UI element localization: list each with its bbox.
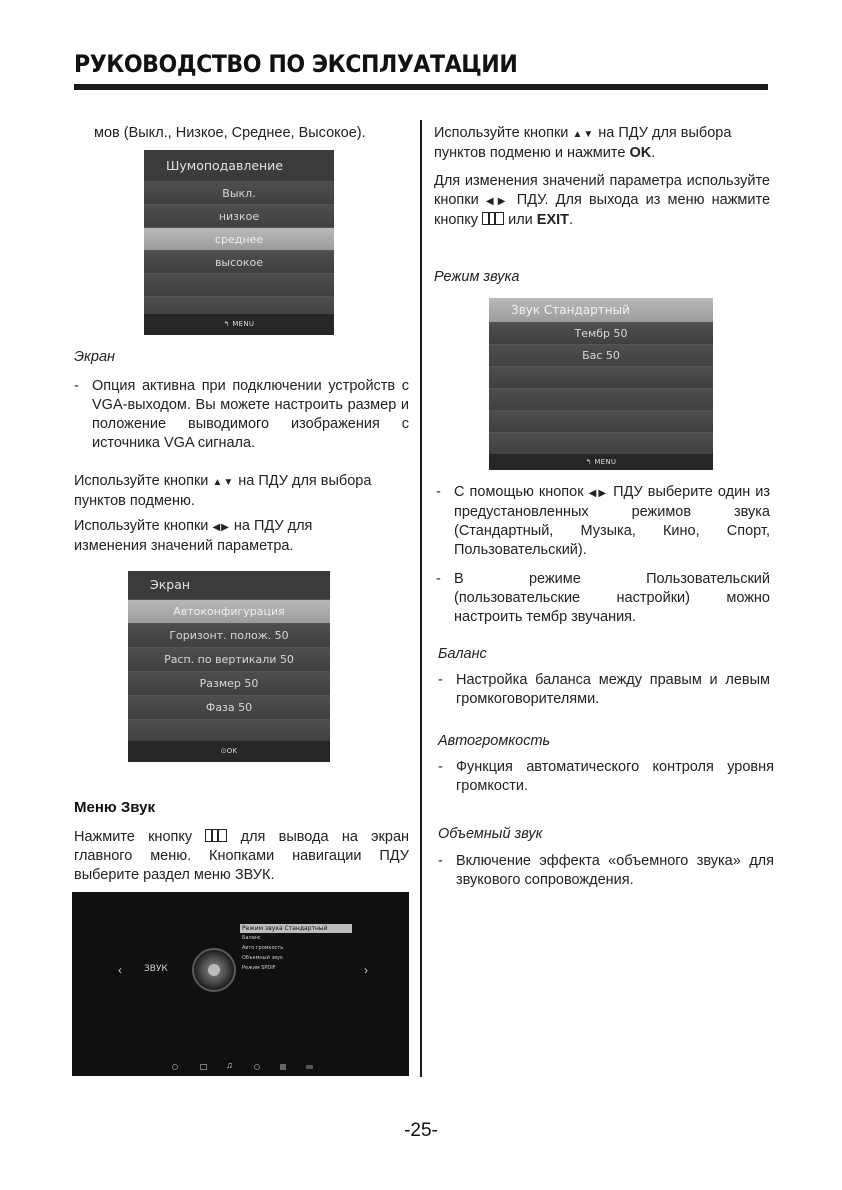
sound-menu-heading: Меню Звук [74,799,155,816]
bullet-dash: - [438,672,443,688]
column-divider [420,120,422,1077]
screen-para-1-b: на ПДУ для выбора пунктов подменю. [74,473,372,509]
right-para-2-or: или [508,212,533,228]
title-rule [74,84,768,90]
menu-button-icon [482,212,504,225]
screen-para-2 [74,517,374,556]
bullet-dash: - [436,571,441,587]
setup-icon [306,1065,313,1069]
prev-arrow-icon: ‹ [118,963,122,977]
autovolume-text: Функция автоматического контроля уровня громкости. [456,759,774,794]
noise-intro-text: мов (Выкл., Низкое, Среднее, Высокое). [94,125,366,141]
menu-button-icon [205,829,227,842]
main-menu-item: Авто громкость [242,945,284,951]
right-para-2-a: Для изменения значений параметра используйте кнопки [434,173,770,208]
screen-menu-footer: ⊙OK [128,741,330,762]
left-right-arrows-icon: ◀▶ [485,196,510,207]
screen-bullet-text: Опция активна при подключении устройств с VGA-выходом. Вы можете настроить размер и положение выводимого изображения с источника VGA сигнала. [92,378,409,451]
screen-menu-empty-row [128,719,330,741]
right-para-2-b: ПДУ. Для выхода из меню нажмите кнопку [434,192,771,228]
bullet-dash: - [74,378,79,394]
sound-mode-menu-title: Звук Стандартный [489,298,713,322]
right-para-2-end: . [569,212,574,228]
noise-menu-footer: ↰ MENU [144,314,334,335]
channel-icon [200,1064,207,1070]
sound-mode-bullet-1 [436,483,770,560]
next-arrow-icon: › [364,963,368,977]
exit-key-label: EXIT [536,212,570,228]
right-para-1-a: Используйте кнопки [434,125,569,141]
screen-menu-item: Расп. по вертикали 50 [128,647,330,671]
surround-text: Включение эффекта «объемного звука» для звукового сопровождения. [456,853,774,888]
noise-reduction-menu-image [144,150,334,335]
noise-menu-empty-row [144,273,334,296]
right-para-2 [434,172,770,230]
screen-bullet [74,377,409,453]
balance-heading: Баланс [438,646,487,662]
screen-menu-image [128,571,330,762]
screen-para-1-a: Используйте кнопки [74,473,209,489]
autovolume-bullet [438,758,774,796]
sound-mode-menu-item: Тембр 50 [489,322,713,344]
speaker-icon [192,948,236,992]
left-right-arrows-icon: ◀▶ [588,488,609,499]
sound-icon: ♫ [226,1060,233,1070]
sound-para-a: Нажмите кнопку [74,829,193,845]
main-menu-item: Баланс [242,935,261,941]
sound-mode-empty-row [489,388,713,410]
bullet-dash: - [438,759,443,775]
noise-menu-item: Выкл. [144,181,334,204]
picture-icon [172,1064,178,1070]
screen-menu-item: Горизонт. полож. 50 [128,623,330,647]
lock-icon [280,1064,286,1070]
noise-menu-item: высокое [144,250,334,273]
sound-para-b: для вывода на экран главного меню. Кнопками навигации ПДУ выберите раздел меню ЗВУК. [74,829,410,883]
noise-menu-item-selected: среднее [144,227,334,250]
main-menu-item: Объемный звук [242,955,284,961]
ok-key-label: OK [629,145,652,161]
right-para-1-end: . [651,145,656,161]
sound-mode-empty-row [489,432,713,454]
bullet-dash: - [438,853,443,869]
balance-bullet [438,671,770,709]
screen-para-2-a: Используйте кнопки [74,518,209,534]
up-down-arrows-icon: ▲▼ [212,477,235,488]
sound-menu-para [74,828,409,885]
screen-menu-item-selected: Автоконфигурация [128,599,330,623]
bullet-dash: - [436,484,441,500]
main-menu-category: ЗВУК [144,964,168,974]
autovolume-heading: Автогромкость [438,733,551,749]
page-number: -25- [404,1120,438,1141]
sound-mode-bullet-1-text [454,483,770,560]
screen-heading: Экран [74,349,116,365]
screen-menu-item: Размер 50 [128,671,330,695]
right-para-1-b: на ПДУ для выбора пунктов подменю и нажмите [434,125,732,161]
screen-menu-item: Фаза 50 [128,695,330,719]
main-menu-item-selected: Режим звука Стандартный [242,925,328,932]
time-icon [254,1064,260,1070]
bullet-1-b: ПДУ выберите один из предустановленных режимов звука (Стандартный, Музыка, Кино, Спорт, Пользовательский). [454,484,770,558]
sound-mode-bullet-2 [436,570,770,627]
surround-bullet [438,852,774,890]
bullet-1-a: С помощью кнопок [454,484,584,500]
right-para-1 [434,124,770,163]
sound-mode-empty-row [489,410,713,432]
sound-mode-bullet-2-text: В режиме Пользовательский (пользовательские настройки) можно настроить тембр звучания. [454,571,770,625]
sound-mode-menu-footer: ↰ MENU [489,454,713,470]
sound-mode-empty-row [489,366,713,388]
up-down-arrows-icon: ▲▼ [572,129,595,140]
page-title: РУКОВОДСТВО ПО ЭКСПЛУАТАЦИИ [74,50,518,78]
noise-menu-title: Шумоподавление [144,150,334,181]
balance-text: Настройка баланса между правым и левым громкоговорителями. [456,672,770,707]
surround-heading: Объемный звук [438,826,543,842]
sound-mode-heading: Режим звука [434,269,520,285]
main-menu-item: Режим SPDIF [242,965,276,971]
screen-menu-title: Экран [128,571,330,599]
screen-para-2-b: на ПДУ для изменения значений параметра. [74,518,313,554]
sound-mode-menu-item: Бас 50 [489,344,713,366]
screen-para-1 [74,472,414,511]
left-right-arrows-icon: ◀▶ [212,522,230,533]
noise-menu-item: низкое [144,204,334,227]
main-menu-screenshot [72,892,409,1076]
sound-mode-menu-image [489,298,713,470]
